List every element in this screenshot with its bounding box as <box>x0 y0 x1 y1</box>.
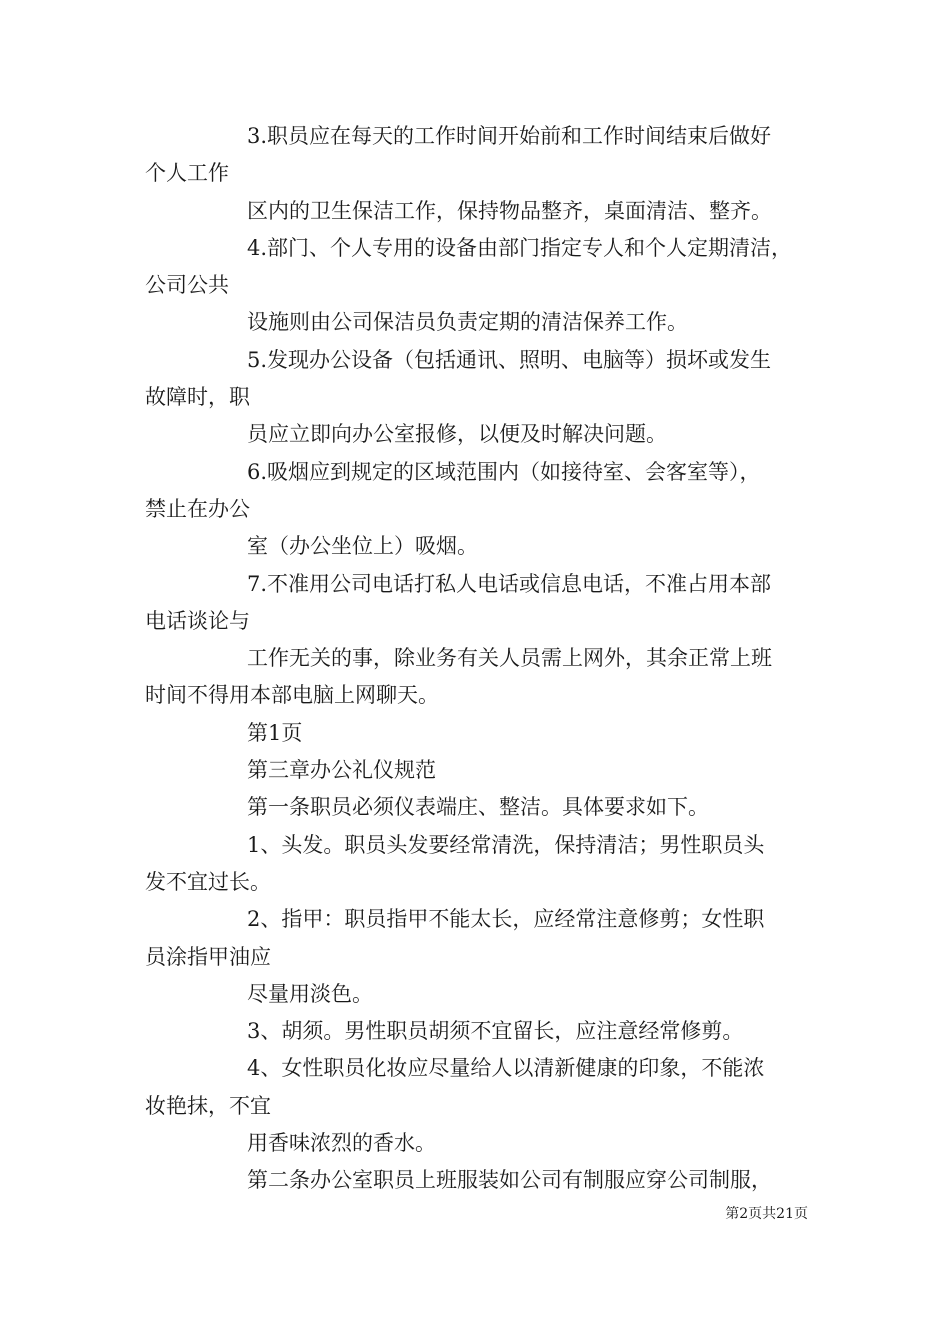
text-line: 尽量用淡色。 <box>247 981 373 1006</box>
text-line: 第三章办公礼仪规范 <box>247 758 436 783</box>
text-line: 1、头发。职员头发要经常清洗，保持清洁；男性职员头 <box>247 832 765 857</box>
text-line: 电话谈论与 <box>145 608 250 633</box>
text-line: 员应立即向办公室报修，以便及时解决问题。 <box>247 422 667 447</box>
text-line: 第二条办公室职员上班服装如公司有制服应穿公司制服， <box>247 1168 772 1193</box>
text-line: 3.职员应在每天的工作时间开始前和工作时间结束后做好 <box>247 124 772 148</box>
document-body <box>145 118 810 1200</box>
text-line: 室（办公坐位上）吸烟。 <box>247 534 478 559</box>
text-line: 第一条职员必须仪表端庄、整洁。具体要求如下。 <box>247 795 709 820</box>
text-line: 工作无关的事，除业务有关人员需上网外，其余正常上班 <box>247 646 772 671</box>
text-line: 3、胡须。男性职员胡须不宜留长，应注意经常修剪。 <box>247 1019 744 1044</box>
text-line: 7.不准用公司电话打私人电话或信息电话，不准占用本部 <box>247 571 772 596</box>
text-line: 4.部门、个人专用的设备由部门指定专人和个人定期清洁， <box>247 235 793 260</box>
text-line: 禁止在办公 <box>145 496 250 521</box>
text-line: 公司公共 <box>145 273 229 298</box>
text-line: 5.发现办公设备（包括通讯、照明、电脑等）损坏或发生 <box>247 347 772 372</box>
text-line: 个人工作 <box>145 161 229 186</box>
text-line: 设施则由公司保洁员负责定期的清洁保养工作。 <box>247 310 688 335</box>
text-line: 员涂指甲油应 <box>145 944 271 969</box>
text-line: 发不宜过长。 <box>145 869 271 894</box>
text-line: 6.吸烟应到规定的区域范围内（如接待室、会客室等）， <box>247 459 761 484</box>
text-line: 4、女性职员化妆应尽量给人以清新健康的印象，不能浓 <box>247 1056 765 1081</box>
page-footer: 第2页共21页 <box>725 1206 808 1222</box>
text-line: 时间不得用本部电脑上网聊天。 <box>145 683 439 708</box>
text-line: 妆艳抹，不宜 <box>145 1093 271 1118</box>
text-line: 故障时，职 <box>145 385 250 410</box>
text-line: 区内的卫生保洁工作，保持物品整齐，桌面清洁、整齐。 <box>247 198 772 223</box>
text-line: 第1页 <box>247 720 303 745</box>
text-line: 2、指甲：职员指甲不能太长，应经常注意修剪；女性职 <box>247 907 765 932</box>
text-line: 用香味浓烈的香水。 <box>247 1131 436 1156</box>
